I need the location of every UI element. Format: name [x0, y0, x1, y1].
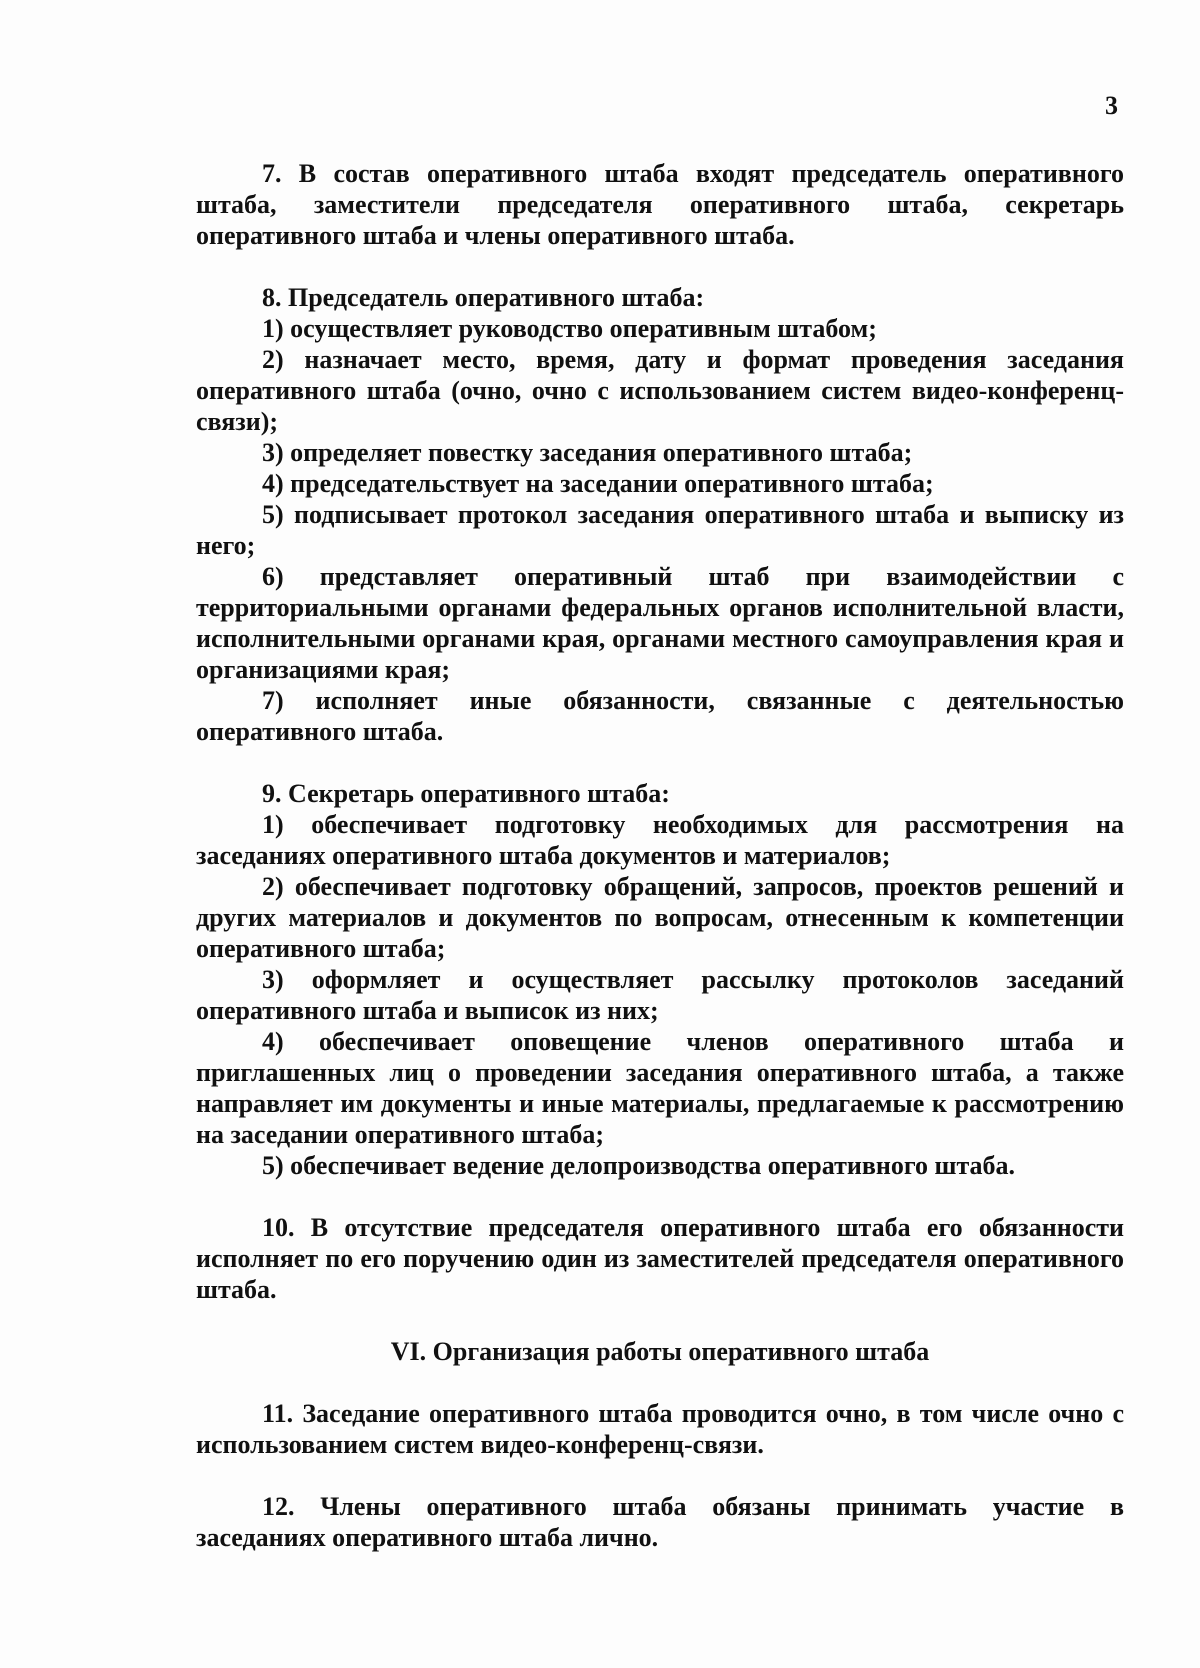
paragraph-8-item: 2) назначает место, время, дату и формат проведения заседания оперативного штаба (очно, очно с использованием систем видео-конференц-связи); [196, 345, 1124, 436]
paragraph-9-item: 4) обеспечивает оповещение членов оперативного штаба и приглашенных лиц о проведении заседания оперативного штаба, а также направляет им документы и иные материалы, предлагаемые к рассмотрению на заседании оперативного штаба; [196, 1027, 1124, 1149]
paragraph-spacer [196, 1305, 1124, 1336]
paragraph-8-item: 1) осуществляет руководство оперативным штабом; [262, 314, 877, 343]
paragraph-7: 7. В состав оперативного штаба входят председатель оперативного штаба, заместители председателя оперативного штаба, секретарь оперативного штаба и члены оперативного штаба. [196, 159, 1124, 250]
paragraph-12: 12. Члены оперативного штаба обязаны принимать участие в заседаниях оперативного штаба лично. [196, 1492, 1124, 1552]
document-body [196, 158, 1124, 1553]
paragraph-spacer [196, 1367, 1124, 1398]
paragraph-8-item: 6) представляет оперативный штаб при взаимодействии с территориальными органами федеральных органов исполнительной власти, исполнительными органами края, органами местного самоуправления края и организациями края; [196, 562, 1124, 684]
paragraph-8-item: 4) председательствует на заседании оперативного штаба; [262, 469, 934, 498]
paragraph-spacer [196, 1181, 1124, 1212]
paragraph-spacer [196, 251, 1124, 282]
paragraph-10: 10. В отсутствие председателя оперативного штаба его обязанности исполняет по его поручению один из заместителей председателя оперативного штаба. [196, 1213, 1124, 1304]
paragraph-9-item: 2) обеспечивает подготовку обращений, запросов, проектов решений и других материалов и документов по вопросам, отнесенным к компетенции оперативного штаба; [196, 872, 1124, 963]
paragraph-9-item: 5) обеспечивает ведение делопроизводства оперативного штаба. [262, 1151, 1016, 1180]
paragraph-9-item: 1) обеспечивает подготовку необходимых для рассмотрения на заседаниях оперативного штаба документов и материалов; [196, 810, 1124, 870]
chapter-heading: VI. Организация работы оперативного штаба [390, 1337, 930, 1366]
paragraph-spacer [196, 747, 1124, 778]
paragraph-8-item: 7) исполняет иные обязанности, связанные с деятельностью оперативного штаба. [196, 686, 1124, 746]
paragraph-9-intro: 9. Секретарь оперативного штаба: [262, 779, 670, 808]
page-number: 3 [1105, 91, 1118, 120]
paragraph-spacer [196, 1460, 1124, 1491]
paragraph-8-item: 5) подписывает протокол заседания оперативного штаба и выписку из него; [196, 500, 1124, 560]
paragraph-8-item: 3) определяет повестку заседания оперативного штаба; [262, 438, 913, 467]
paragraph-9-item: 3) оформляет и осуществляет рассылку протоколов заседаний оперативного штаба и выписок из них; [196, 965, 1124, 1025]
paragraph-11: 11. Заседание оперативного штаба проводится очно, в том числе очно с использованием систем видео-конференц-связи. [196, 1399, 1124, 1459]
paragraph-8-intro: 8. Председатель оперативного штаба: [262, 283, 705, 312]
